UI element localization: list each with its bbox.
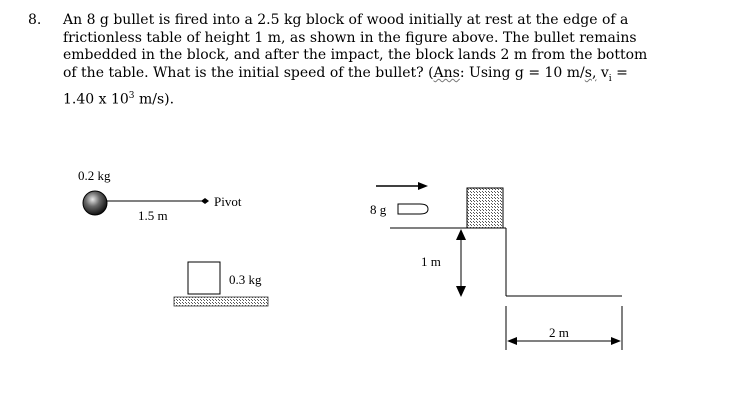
- pivot-point: [201, 198, 209, 204]
- height-arrow-head-down: [456, 286, 466, 297]
- pivot-label: Pivot: [214, 194, 242, 209]
- ball-mass-label: 0.2 kg: [78, 168, 111, 183]
- bullet-mass-label: 8 g: [370, 202, 387, 217]
- wooden-block: [188, 262, 220, 294]
- bullet: [398, 204, 428, 214]
- question-line-3: embedded in the block, and after the impact, the block lands 2 m from the bottom: [63, 47, 648, 64]
- line5-pre: 1.40 x 10: [63, 91, 129, 108]
- comma: ,: [591, 64, 597, 81]
- height-label: 1 m: [421, 254, 441, 269]
- velocity-arrow-head: [418, 182, 428, 190]
- question-line-2: frictionless table of height 1 m, as shown in the figure above. The bullet remains: [63, 29, 637, 46]
- block-mass-label: 0.3 kg: [229, 272, 262, 287]
- distance-arrow-head-left: [507, 337, 517, 345]
- question-line-1: An 8 g bullet is fired into a 2.5 kg block of wood initially at rest at the edge of a: [63, 12, 629, 28]
- ball: [83, 191, 107, 215]
- question-number: 8.: [28, 12, 42, 28]
- distance-label: 2 m: [549, 325, 569, 340]
- vi-subscript: i: [608, 73, 612, 84]
- vi-label: v: [596, 64, 609, 81]
- unit-s: s: [584, 64, 592, 81]
- length-label: 1.5 m: [138, 208, 168, 223]
- height-arrow-head-up: [456, 229, 466, 240]
- line5-post: m/s).: [134, 91, 175, 108]
- exponent: 3: [128, 91, 135, 102]
- answer-label: Ans: [433, 64, 460, 81]
- line4-pre: of the table. What is the initial speed of the bullet? (: [63, 64, 434, 81]
- line4-eq: =: [611, 64, 628, 81]
- distance-arrow-head-right: [611, 337, 621, 345]
- target-block: [467, 188, 503, 228]
- ground-surface: [174, 297, 268, 306]
- line4-mid: : Using g = 10 m/: [459, 64, 585, 81]
